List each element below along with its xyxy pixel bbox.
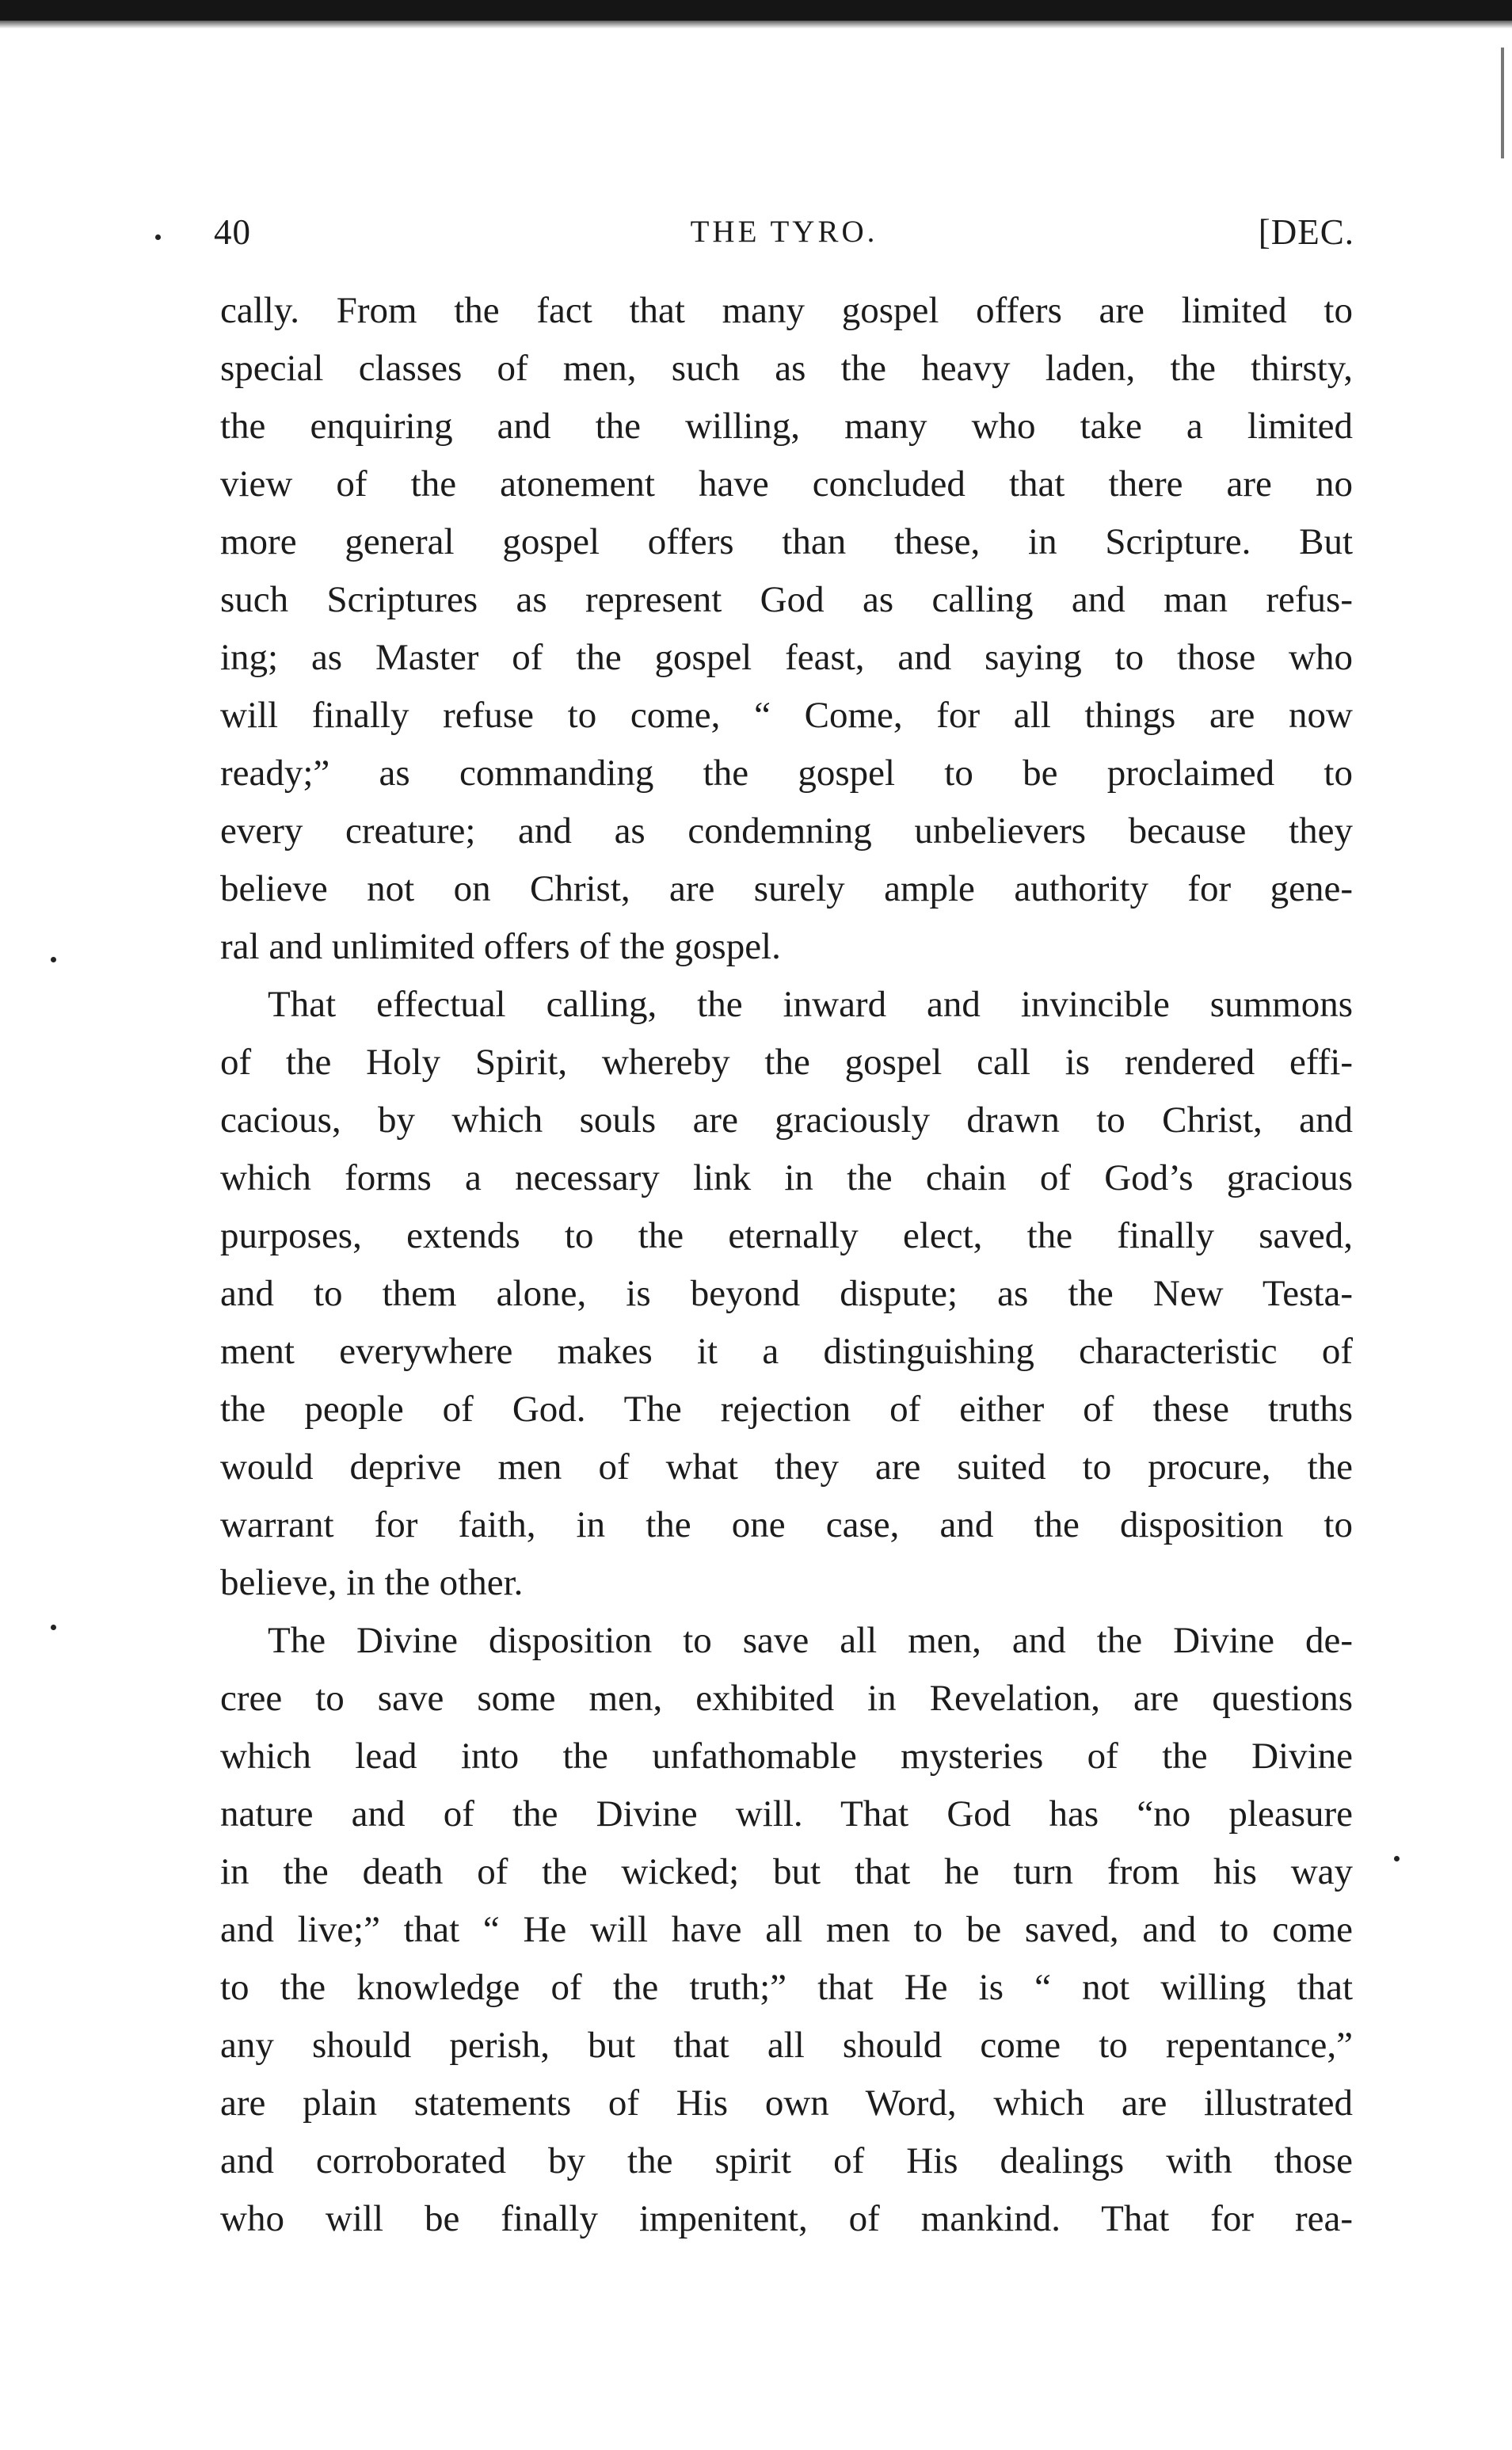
text-line: purposes, extends to the eternally elect, the finally saved, [220, 1215, 1353, 1256]
scan-edge-mark [1501, 48, 1504, 158]
running-month: [DEC. [1258, 212, 1354, 252]
text-line: The Divine disposition to save all men, and the Divine de- [268, 1620, 1353, 1661]
text-line: which forms a necessary link in the chain of God’s gracious [220, 1157, 1353, 1198]
scan-border-shadow [0, 21, 1512, 29]
text-line: to the knowledge of the truth;” that He is “ not willing that [220, 1967, 1353, 2008]
text-line: are plain statements of His own Word, which are illustrated [220, 2082, 1353, 2124]
text-line: ment everywhere makes it a distinguishing characteristic of [220, 1331, 1353, 1372]
margin-speck [1394, 1856, 1400, 1861]
text-line: any should perish, but that all should come to repentance,” [220, 2025, 1353, 2066]
text-line: cacious, by which souls are graciously drawn to Christ, and [220, 1099, 1353, 1141]
text-line: every creature; and as condemning unbelievers because they [220, 810, 1353, 852]
text-line: of the Holy Spirit, whereby the gospel call is rendered effi- [220, 1042, 1353, 1083]
text-line: view of the atonement have concluded that there are no [220, 463, 1353, 505]
text-line: cally. From the fact that many gospel offers are limited to [220, 290, 1353, 331]
text-line: which lead into the unfathomable mysteries of the Divine [220, 1736, 1353, 1777]
running-head [214, 204, 1354, 260]
text-line: believe, in the other. [220, 1562, 524, 1603]
page-number: 40 [214, 212, 251, 252]
text-line: the people of God. The rejection of either of these truths [220, 1389, 1353, 1430]
text-line: who will be finally impenitent, of mankind. That for rea- [220, 2198, 1353, 2239]
text-line: the enquiring and the willing, many who take a limited [220, 406, 1353, 447]
text-line: That effectual calling, the inward and invincible summons [268, 984, 1353, 1025]
text-line: ing; as Master of the gospel feast, and saying to those who [220, 637, 1353, 678]
margin-speck [155, 234, 161, 240]
text-line: ral and unlimited offers of the gospel. [220, 926, 781, 967]
text-line: would deprive men of what they are suited to procure, the [220, 1446, 1353, 1488]
text-line: and corroborated by the spirit of His dealings with those [220, 2140, 1353, 2181]
text-line: believe not on Christ, are surely ample authority for gene- [220, 868, 1353, 909]
text-line: and to them alone, is beyond dispute; as the New Testa- [220, 1273, 1353, 1314]
scan-top-border [0, 0, 1512, 21]
running-title: THE TYRO. [690, 215, 878, 249]
text-line: more general gospel offers than these, in Scripture. But [220, 521, 1353, 562]
text-line: special classes of men, such as the heavy laden, the thirsty, [220, 348, 1353, 389]
text-line: and live;” that “ He will have all men to be saved, and to come [220, 1909, 1353, 1950]
body-text [220, 282, 1353, 2248]
margin-speck [51, 1625, 56, 1630]
text-line: in the death of the wicked; but that he turn from his way [220, 1851, 1353, 1892]
text-line: nature and of the Divine will. That God has “no pleasure [220, 1793, 1353, 1835]
text-line: ready;” as commanding the gospel to be proclaimed to [220, 753, 1353, 794]
text-line: warrant for faith, in the one case, and the disposition to [220, 1504, 1353, 1545]
margin-speck [51, 957, 56, 962]
text-line: such Scriptures as represent God as calling and man refus- [220, 579, 1353, 620]
text-line: cree to save some men, exhibited in Revelation, are questions [220, 1678, 1353, 1719]
text-line: will finally refuse to come, “ Come, for all things are now [220, 695, 1353, 736]
